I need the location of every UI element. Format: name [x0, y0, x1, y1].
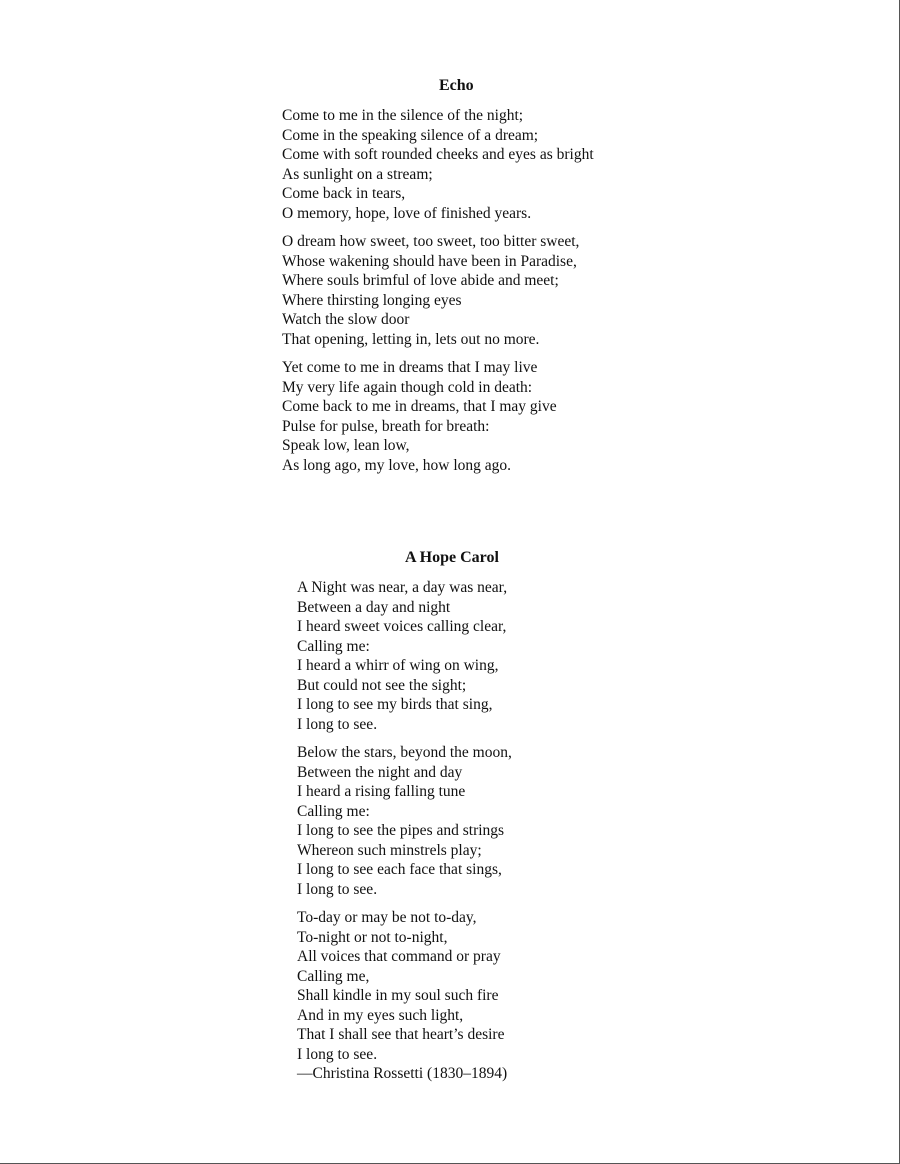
- poem-line: I long to see my birds that sing,: [297, 696, 493, 713]
- poem-line: Where thirsting longing eyes: [282, 291, 462, 309]
- poem-line: I heard a whirr of wing on wing,: [297, 657, 499, 674]
- poem-line: To-night or not to-night,: [297, 928, 448, 946]
- poem-line: Come back in tears,: [282, 185, 406, 202]
- poem-line: O dream how sweet, too sweet, too bitter sweet,: [282, 233, 580, 250]
- poem-line: A Night was near, a day was near,: [297, 579, 508, 596]
- poem-echo: [282, 76, 642, 484]
- poem-line: Below the stars, beyond the moon,: [297, 744, 512, 761]
- poem-line: My very life again though cold in death:: [282, 378, 533, 396]
- poem-line: Come with soft rounded cheeks and eyes as bright: [282, 146, 594, 163]
- stanza: [282, 358, 642, 475]
- poem-title: A Hope Carol: [405, 549, 499, 566]
- stanza: [282, 106, 642, 223]
- stanza: [282, 232, 642, 349]
- poem-line: Whereon such minstrels play;: [297, 841, 482, 859]
- poem-line: As sunlight on a stream;: [282, 165, 433, 183]
- poem-line: I heard a rising falling tune: [297, 783, 466, 800]
- poem-line: Calling me:: [297, 802, 370, 820]
- poem-line: Calling me,: [297, 967, 370, 985]
- poem-line: I heard sweet voices calling clear,: [297, 618, 507, 635]
- poem-line: I long to see.: [297, 880, 378, 898]
- poem-line: Between the night and day: [297, 763, 463, 781]
- poem-line: All voices that command or pray: [297, 948, 501, 965]
- poem-attribution: —Christina Rossetti (1830–1894): [297, 1065, 508, 1082]
- poem-line: Yet come to me in dreams that I may live: [282, 359, 538, 376]
- stanza: [297, 743, 637, 899]
- poem-line: I long to see each face that sings,: [297, 861, 502, 878]
- poem-line: I long to see.: [297, 715, 378, 733]
- poem-line: Between a day and night: [297, 598, 451, 616]
- poem-line: Come back to me in dreams, that I may give: [282, 398, 557, 415]
- stanza: [297, 908, 637, 1084]
- poem-line: That opening, letting in, lets out no more.: [282, 330, 540, 348]
- poem-line: Where souls brimful of love abide and meet;: [282, 272, 559, 289]
- poem-line: Come in the speaking silence of a dream;: [282, 126, 539, 144]
- poem-line: Whose wakening should have been in Paradise,: [282, 252, 577, 270]
- stanza: [297, 578, 637, 734]
- poem-line: But could not see the sight;: [297, 676, 467, 694]
- poem-line: Watch the slow door: [282, 311, 410, 328]
- poem-hope-carol: [297, 548, 637, 1093]
- poem-line: Shall kindle in my soul such fire: [297, 987, 499, 1004]
- poem-title: Echo: [439, 77, 474, 94]
- poem-line: Calling me:: [297, 637, 370, 655]
- poem-line: To-day or may be not to-day,: [297, 909, 477, 926]
- poem-line: That I shall see that heart’s desire: [297, 1026, 505, 1043]
- poem-line: O memory, hope, love of finished years.: [282, 204, 532, 222]
- poem-line: Speak low, lean low,: [282, 437, 410, 454]
- poem-line: As long ago, my love, how long ago.: [282, 456, 512, 474]
- poem-line: I long to see the pipes and strings: [297, 822, 505, 839]
- poem-line: Come to me in the silence of the night;: [282, 107, 524, 124]
- poem-line: Pulse for pulse, breath for breath:: [282, 417, 490, 435]
- poem-line: And in my eyes such light,: [297, 1006, 464, 1024]
- poem-line: I long to see.: [297, 1045, 378, 1063]
